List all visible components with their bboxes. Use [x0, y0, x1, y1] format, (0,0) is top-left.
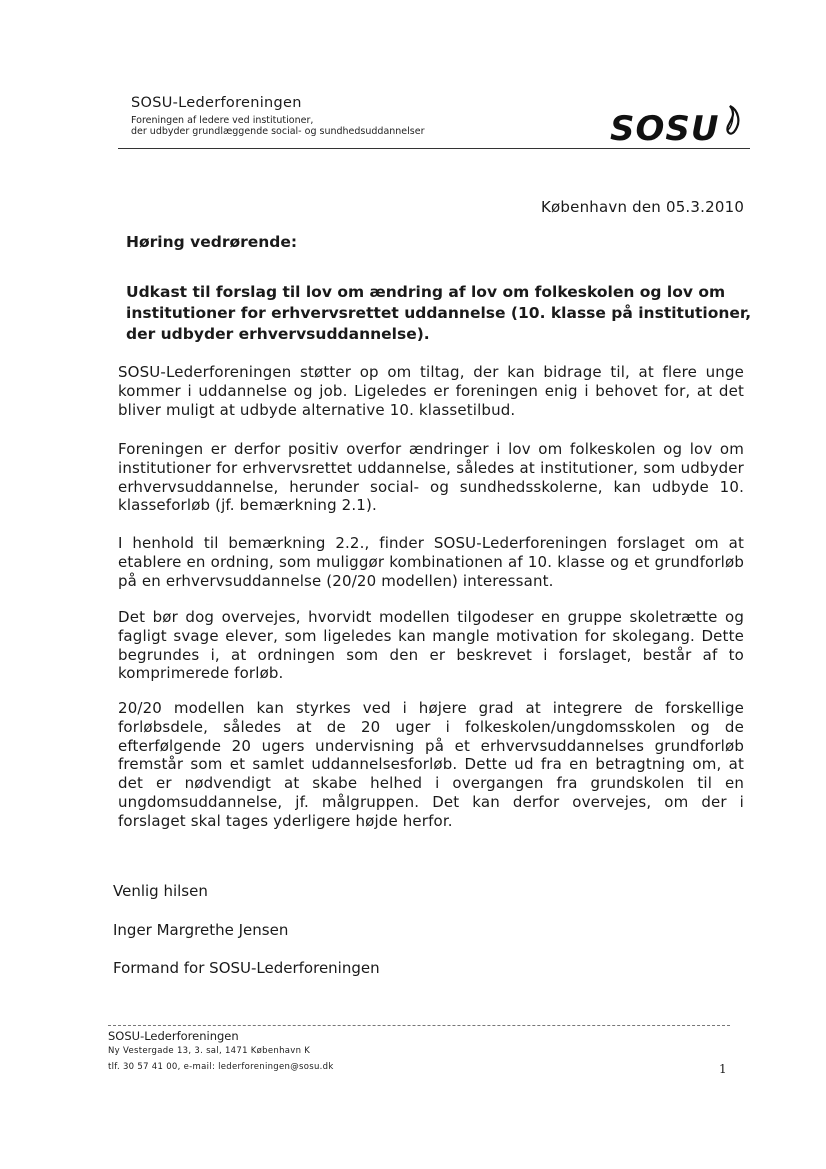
header-tagline-line2: der udbyder grundlæggende social- og sundhedsuddannelser [131, 126, 425, 137]
signer-name: Inger Margrethe Jensen [113, 921, 289, 939]
footer-org-name: SOSU-Lederforeningen [108, 1029, 239, 1043]
page-number: 1 [719, 1062, 727, 1076]
letter-date: København den 05.3.2010 [541, 198, 745, 216]
footer-contact: tlf. 30 57 41 00, e-mail: lederforeningen@sosu.dk [108, 1062, 334, 1072]
header-tagline-line1: Foreningen af ledere ved institutioner, [131, 115, 314, 126]
body-paragraph-3: I henhold til bemærkning 2.2., finder SOSU-Lederforeningen forslaget om at etablere en ordning, som muliggør kombinationen af 10. klasse og et grundforløb på en erhvervsuddannelse (20/20 modellen) interessant. [118, 534, 744, 590]
sosu-logo [606, 96, 752, 148]
body-paragraph-2: Foreningen er derfor positiv overfor ændringer i lov om folkeskolen og lov om institutioner for erhvervsrettet uddannelse, således at institutioner, som udbyder erhvervsuddannelse, herunder social- og sundhedsskolerne, kan udbyde 10. klasseforløb (jf. bemærkning 2.1). [118, 440, 744, 515]
header-divider [118, 148, 750, 149]
body-paragraph-1: SOSU-Lederforeningen støtter op om tiltag, der kan bidrage til, at flere unge kommer i uddannelse og job. Ligeledes er foreningen enig i behovet for, at det bliver muligt at udbyde alternative 10. klassetilbud. [118, 363, 744, 419]
header-org-name: SOSU-Lederforeningen [131, 95, 302, 111]
body-paragraph-4: Det bør dog overvejes, hvorvidt modellen tilgodeser en gruppe skoletrætte og fagligt svage elever, som ligeledes kan mangle motivation for skolegang. Dette begrundes i, at ordningen som den er beskrevet i forslaget, består af to komprimerede forløb. [118, 608, 744, 683]
letter-title: Udkast til forslag til lov om ændring af lov om folkeskolen og lov om institutioner for erhvervsrettet uddannelse (10. klasse på institutioner, der udbyder erhvervsuddannelse). [126, 283, 752, 343]
letter-subject: Høring vedrørende: [126, 233, 298, 251]
header-tagline [131, 115, 425, 137]
footer-divider [108, 1025, 730, 1026]
signer-role: Formand for SOSU-Lederforeningen [113, 959, 380, 977]
footer-address: Ny Vestergade 13, 3. sal, 1471 København K [108, 1046, 311, 1056]
body-paragraph-5: 20/20 modellen kan styrkes ved i højere grad at integrere de forskellige forløbsdele, således at de 20 uger i folkeskolen/ungdomsskolen og de efterfølgende 20 ugers undervisning på et erhvervsuddannelses grundforløb fremstår som et samlet uddannelsesforløb. Dette ud fra en betragtning om, at det er nødvendigt at skabe helhed i overgangen fra grundskolen til en ungdomsuddannelse, jf. målgruppen. Det kan derfor overvejes, om der i forslaget skal tages yderligere højde herfor. [118, 699, 744, 830]
sosu-logo-text: SOSU [610, 109, 720, 148]
closing-greeting: Venlig hilsen [113, 882, 208, 900]
